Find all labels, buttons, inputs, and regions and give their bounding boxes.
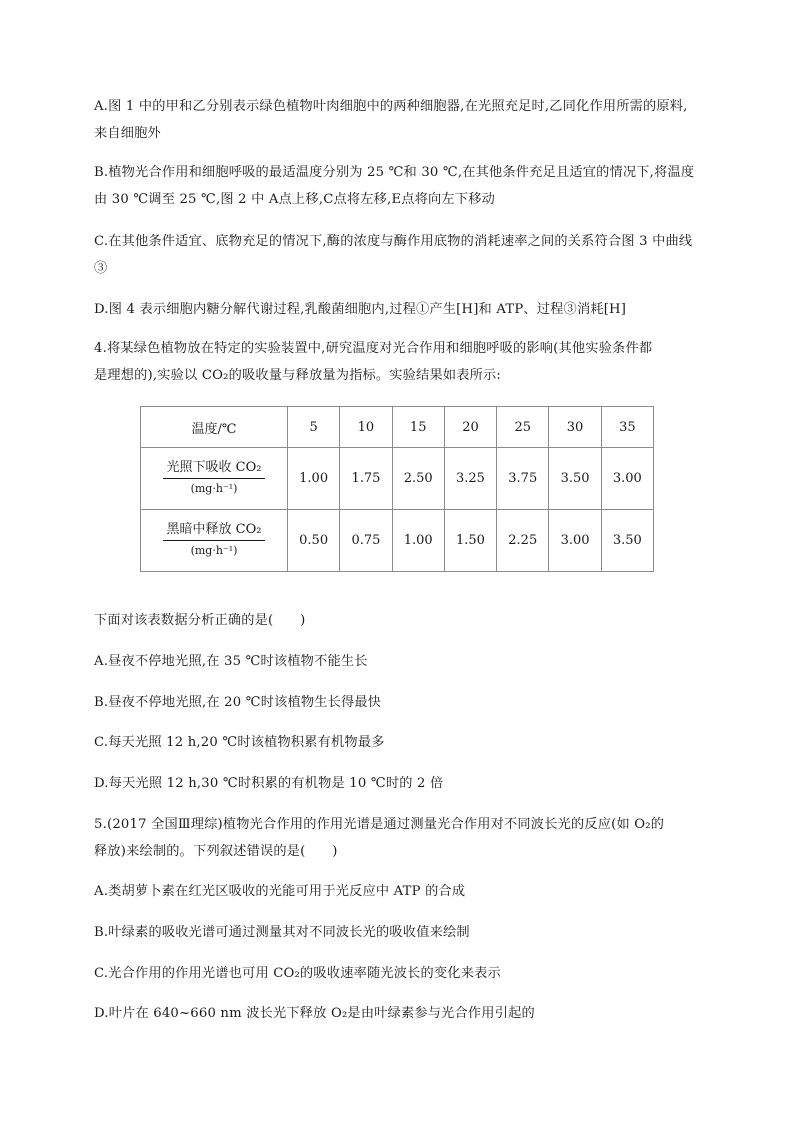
temp-cell: 30 xyxy=(549,407,601,448)
q5-stem-line1: 5.(2017 全国Ⅲ理综)植物光合作用的作用光谱是通过测量光合作用对不同波长光的反应(如 O₂的 xyxy=(94,817,665,832)
row-label-fraction xyxy=(163,521,266,560)
temp-cell: 25 xyxy=(497,407,549,448)
q3-option-c: C.在其他条件适宜、底物充足的情况下,酶的浓度与酶作用底物的消耗速率之间的关系符合图 3 中曲线③ xyxy=(94,234,693,276)
q4-option-b: B.昼夜不停地光照,在 20 ℃时该植物生长得最快 xyxy=(94,695,382,710)
value-cell: 3.00 xyxy=(601,448,653,510)
temperature-co2-table xyxy=(140,406,654,572)
q4-option-d: D.每天光照 12 h,30 ℃时积累的有机物是 10 ℃时的 2 倍 xyxy=(94,776,444,791)
q4-stem-line2: 是理想的),实验以 CO₂的吸收量与释放量为指标。实验结果如表所示: xyxy=(94,368,502,383)
q5-stem-line2: 释放)来绘制的。下列叙述错误的是( ) xyxy=(94,844,338,859)
row-label-top: 黑暗中释放 CO₂ xyxy=(163,521,266,541)
row-label-light xyxy=(141,448,288,510)
row-label-unit: (mg·h⁻¹) xyxy=(190,482,238,495)
value-cell: 2.25 xyxy=(497,510,549,572)
temp-cell: 35 xyxy=(601,407,653,448)
q5-option-c: C.光合作用的作用光谱也可用 CO₂的吸收速率随光波长的变化来表示 xyxy=(94,966,501,981)
q5-option-b: B.叶绿素的吸收光谱可通过测量其对不同波长光的吸收值来绘制 xyxy=(94,925,470,940)
value-cell: 1.75 xyxy=(340,448,392,510)
row-label-top: 光照下吸收 CO₂ xyxy=(163,459,266,479)
table-header-row xyxy=(141,407,654,448)
value-cell: 3.50 xyxy=(601,510,653,572)
q4-question: 下面对该表数据分析正确的是( ) xyxy=(94,613,306,628)
temp-cell: 15 xyxy=(392,407,444,448)
table-row-light-absorb xyxy=(141,448,654,510)
value-cell: 2.50 xyxy=(392,448,444,510)
q5-option-a: A.类胡萝卜素在红光区吸收的光能可用于光反应中 ATP 的合成 xyxy=(94,884,466,899)
value-cell: 0.50 xyxy=(288,510,340,572)
value-cell: 3.00 xyxy=(549,510,601,572)
value-cell: 1.00 xyxy=(392,510,444,572)
value-cell: 3.75 xyxy=(497,448,549,510)
value-cell: 0.75 xyxy=(340,510,392,572)
temp-cell: 20 xyxy=(444,407,496,448)
row-label-fraction xyxy=(163,459,266,498)
value-cell: 3.25 xyxy=(444,448,496,510)
q3-option-d: D.图 4 表示细胞内糖分解代谢过程,乳酸菌细胞内,过程①产生[H]和 ATP、过程③消耗[H] xyxy=(94,302,627,317)
value-cell: 1.50 xyxy=(444,510,496,572)
q3-option-a: A.图 1 中的甲和乙分别表示绿色植物叶肉细胞中的两种细胞器,在光照充足时,乙同化作用所需的原料,来自细胞外 xyxy=(94,99,688,141)
temp-cell: 10 xyxy=(340,407,392,448)
q4-option-c: C.每天光照 12 h,20 ℃时该植物积累有机物最多 xyxy=(94,735,385,750)
table-header-label: 温度/℃ xyxy=(141,407,288,448)
value-cell: 3.50 xyxy=(549,448,601,510)
table-row-dark-release xyxy=(141,510,654,572)
q4-option-a: A.昼夜不停地光照,在 35 ℃时该植物不能生长 xyxy=(94,654,368,669)
row-label-unit: (mg·h⁻¹) xyxy=(190,544,238,557)
q3-option-b: B.植物光合作用和细胞呼吸的最适温度分别为 25 ℃和 30 ℃,在其他条件充足且适宜的情况下,将温度由 30 ℃调至 25 ℃,图 2 中 A点上移,C点将左移,E点将向左下移动 xyxy=(94,165,695,207)
row-label-dark xyxy=(141,510,288,572)
q5-option-d: D.叶片在 640~660 nm 波长光下释放 O₂是由叶绿素参与光合作用引起的 xyxy=(94,1006,535,1021)
temp-cell: 5 xyxy=(288,407,340,448)
q4-stem-line1: 4.将某绿色植物放在特定的实验装置中,研究温度对光合作用和细胞呼吸的影响(其他实验条件都 xyxy=(94,341,653,356)
value-cell: 1.00 xyxy=(288,448,340,510)
